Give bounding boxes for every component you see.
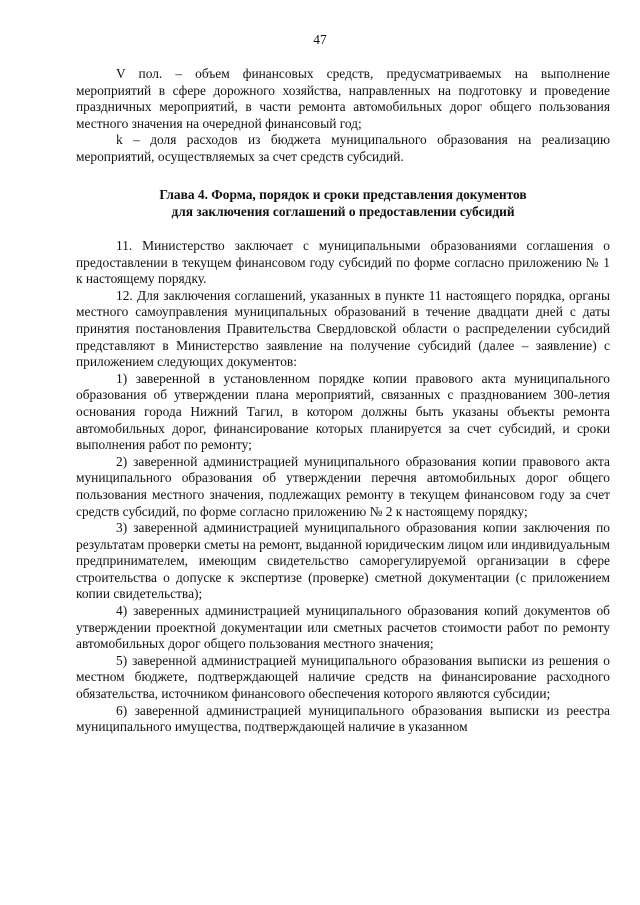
list-item-2: 2) заверенной администрацией муниципального образования копии правового акта муниципального образования об утверждении перечня автомобильных дорог общего пользования местного значения, подлежащих ремонту в текущем финансовом году за счет средств субсидий, по форме согласно приложению № 2 к настоящему порядку; (76, 453, 610, 519)
list-item-6: 6) заверенной администрацией муниципального образования выписки из реестра муниципального имущества, подтверждающей наличие в указанном (76, 702, 610, 735)
list-item-3: 3) заверенной администрацией муниципального образования копии заключения по результатам проверки сметы на ремонт, выданной юридическим лицом или индивидуальным предпринимателем, имеющим свидетельство саморегулируемой организации в сфере строительства о допуске к экспертизе (проверке) сметной документации (с приложением копии свидетельства); (76, 520, 610, 602)
chapter-title-line-2: для заключения соглашений о предоставлении субсидий (171, 204, 515, 219)
list-item-1: 1) заверенной в установленном порядке копии правового акта муниципального образования об утверждении плана мероприятий, связанных с празднованием 300-летия основания города Нижний Тагил, в котором должны быть указаны объекты ремонта автомобильных дорог, финансирование которых планируется за счет субсидий, и сроки выполнения работ по ремонту; (76, 370, 610, 453)
list-item-5: 5) заверенной администрацией муниципального образования выписки из решения о местном бюджете, подтверждающей наличие средств на финансирование расходного обязательства, источником финансового обеспечения которого являются субсидии; (76, 652, 610, 702)
page-number: 47 (313, 32, 327, 47)
definition-v: V пол. – объем финансовых средств, предусматриваемых на выполнение мероприятий в сфере дорожного хозяйства, направленных на подготовку и проведение праздничных мероприятий, в части ремонта автомобильных дорог общего пользования местного значения на очередной финансовый год; (76, 66, 610, 131)
chapter-title-line-1: Глава 4. Форма, порядок и сроки представления документов (159, 187, 527, 202)
intro-block (76, 66, 610, 166)
paragraph-11: 11. Министерство заключает с муниципальными образованиями соглашения о предоставлении в текущем финансовом году субсидий по форме согласно приложению № 1 к настоящему порядку. (76, 238, 610, 287)
main-text (76, 238, 610, 736)
paragraph-12: 12. Для заключения соглашений, указанных в пункте 11 настоящего порядка, органы местного самоуправления муниципальных образований в течение двадцати дней с даты принятия постановления Правительства Свердловской области о распределении субсидий представляют в Министерство заявление на получение субсидий (далее – заявление) с приложением следующих документов: (76, 287, 610, 370)
chapter-heading (76, 186, 610, 220)
list-item-4: 4) заверенных администрацией муниципального образования копий документов об утверждении проектной документации или сметных расчетов стоимости работ по ремонту автомобильных дорог общего пользования местного значения; (76, 603, 610, 652)
definition-k: k – доля расходов из бюджета муниципального образования на реализацию мероприятий, осуществляемых за счет средств субсидий. (76, 132, 610, 164)
